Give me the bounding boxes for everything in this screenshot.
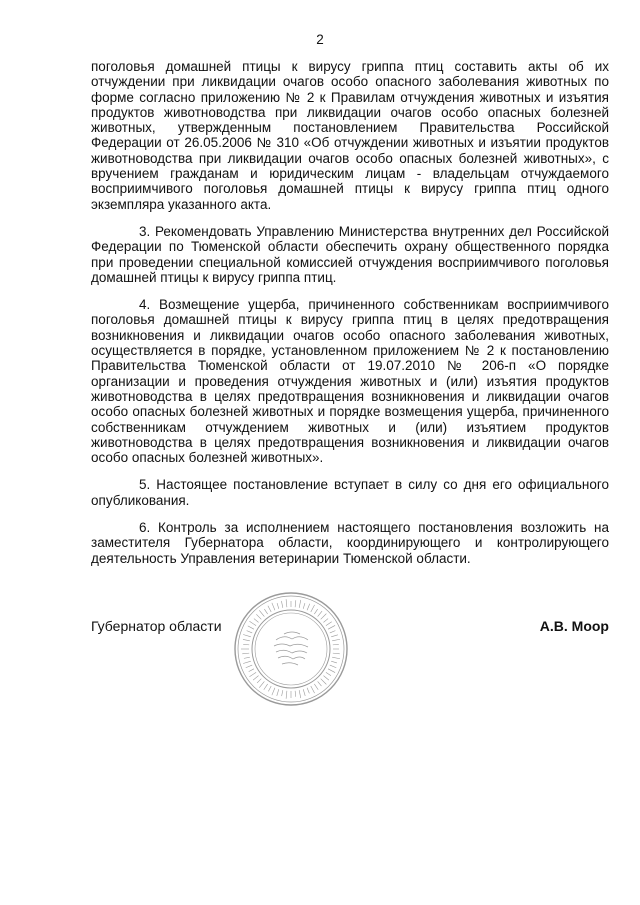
seal-letter-mark bbox=[332, 657, 340, 659]
seal-letter-mark bbox=[259, 681, 264, 687]
seal-letter-mark bbox=[272, 603, 275, 610]
seal-letter-mark bbox=[264, 609, 267, 614]
paragraph-6: 6. Контроль за исполнением настоящего постановления возложить на заместителя Губернатора области, координирующего и контролирующего деятельность Управления ветеринарии Тюменской области. bbox=[91, 520, 609, 566]
seal-letter-mark bbox=[307, 688, 309, 694]
seal-letter-mark bbox=[242, 653, 249, 654]
seal-letter-mark bbox=[299, 690, 301, 698]
signer-name: А.В. Моор bbox=[539, 618, 609, 634]
seal-letter-mark bbox=[282, 690, 283, 696]
seal-letter-mark bbox=[328, 625, 335, 629]
seal-letter-mark bbox=[330, 631, 336, 633]
seal-letter-mark bbox=[243, 639, 250, 640]
seal-letter-mark bbox=[264, 684, 268, 690]
seal-letter-mark bbox=[330, 665, 336, 668]
seal-letter-mark bbox=[323, 619, 328, 623]
seal-letter-mark bbox=[268, 606, 271, 612]
seal-letter-mark bbox=[259, 610, 264, 616]
seal-letter-mark bbox=[243, 634, 251, 636]
seal-letter-mark bbox=[272, 688, 275, 695]
seal-letter-mark bbox=[303, 603, 305, 609]
seal-letter-mark bbox=[333, 653, 340, 654]
seal-letter-mark bbox=[247, 631, 253, 633]
seal-letter-mark bbox=[243, 644, 249, 645]
seal-letter-mark bbox=[328, 669, 335, 673]
seal-letter-mark bbox=[249, 672, 256, 676]
seal-letter-mark bbox=[249, 621, 256, 625]
seal-letter-mark bbox=[326, 672, 331, 675]
seal-letter-mark bbox=[303, 689, 305, 696]
seal-letter-mark bbox=[314, 609, 317, 614]
seal-letter-mark bbox=[311, 686, 315, 693]
seal-letter-mark bbox=[299, 600, 301, 608]
seal-letter-mark bbox=[295, 691, 296, 697]
seal-letter-mark bbox=[332, 639, 340, 641]
page-number: 2 bbox=[316, 32, 324, 47]
seal-letter-mark bbox=[307, 604, 310, 610]
seal-letter-mark bbox=[249, 669, 254, 672]
seal-letter-mark bbox=[286, 599, 287, 607]
seal-letter-mark bbox=[268, 686, 271, 691]
seal-letter-mark bbox=[321, 614, 327, 620]
seal-letter-mark bbox=[323, 676, 328, 680]
seal-letter-mark bbox=[281, 601, 282, 608]
seal-letter-mark bbox=[253, 676, 258, 680]
seal-letter-mark bbox=[321, 679, 327, 685]
paragraph-continuation: поголовья домашней птицы к вирусу гриппа птиц составить акты об их отчуждении при ликвидации очагов особо опасного заболевания животных по форме согласно приложению № 2 к Правилам отчуждения животных и изъятия продуктов животноводства при ликвидации очагов особо опасных болезней животных, утвержденным постановлением Правительства Российской Федерации от 26.05.2006 № 310 «Об отчуждении животных и изъятии продуктов животноводства при ликвидации очагов особо опасных болезней животных», с вручением гражданам и юридическим лицам - владельцам отчуждаемого восприимчивого поголовья домашней птицы к вирусу гриппа птиц одного экземпляра указанного акта. bbox=[91, 59, 609, 212]
paragraph-5: 5. Настоящее постановление вступает в силу со дня его официального опубликования. bbox=[91, 477, 609, 508]
signer-title: Губернатор области bbox=[91, 618, 222, 634]
seal-letter-mark bbox=[286, 691, 287, 699]
seal-letter-mark bbox=[326, 622, 332, 626]
seal-letter-mark bbox=[248, 626, 254, 629]
seal-letter-mark bbox=[277, 689, 279, 696]
document-body bbox=[91, 59, 609, 578]
seal-letter-mark bbox=[318, 611, 322, 616]
seal-letter-mark bbox=[333, 644, 339, 645]
official-seal-icon bbox=[232, 590, 350, 708]
seal-letter-mark bbox=[256, 614, 261, 619]
seal-letter-mark bbox=[254, 619, 259, 623]
seal-letter-mark bbox=[311, 605, 315, 612]
seal-letter-mark bbox=[244, 657, 250, 658]
seal-letter-mark bbox=[331, 661, 337, 663]
seal-letter-mark bbox=[257, 679, 261, 683]
seal-letter-mark bbox=[318, 681, 322, 686]
seal-letter-mark bbox=[331, 635, 338, 637]
paragraph-3: 3. Рекомендовать Управлению Министерства внутренних дел Российской Федерации по Тюменской области обеспечить охрану общественного порядка при проведении специальной комиссией отчуждения восприимчивого поголовья домашней птицы к вирусу гриппа птиц. bbox=[91, 223, 609, 285]
paragraph-4: 4. Возмещение ущерба, причиненного собственникам восприимчивого поголовья домашней птицы к вирусу гриппа птиц в целях предотвращения возникновения и ликвидации очагов особо опасного заболевания животных, осуществляется в порядке, установленном приложением № 2 к постановлению Правительства Тюменской области от 19.07.2010 № 206-п «О порядке организации и проведения отчуждения животных и (или) изъятия продуктов животноводства в целях предотвращения возникновения и ликвидации очагов особо опасных болезней животных и порядке возмещения ущерба, причиненного собственникам отчуждением животных и (или) изъятием продуктов животноводства в целях предотвращения возникновения и ликвидации очагов особо опасных болезней животных». bbox=[91, 297, 609, 466]
signature-block bbox=[91, 618, 609, 638]
seal-letter-mark bbox=[314, 684, 318, 690]
seal-letter-mark bbox=[295, 600, 296, 607]
seal-letter-mark bbox=[243, 661, 251, 663]
seal-letter-mark bbox=[277, 603, 279, 609]
seal-letter-mark bbox=[246, 665, 252, 668]
